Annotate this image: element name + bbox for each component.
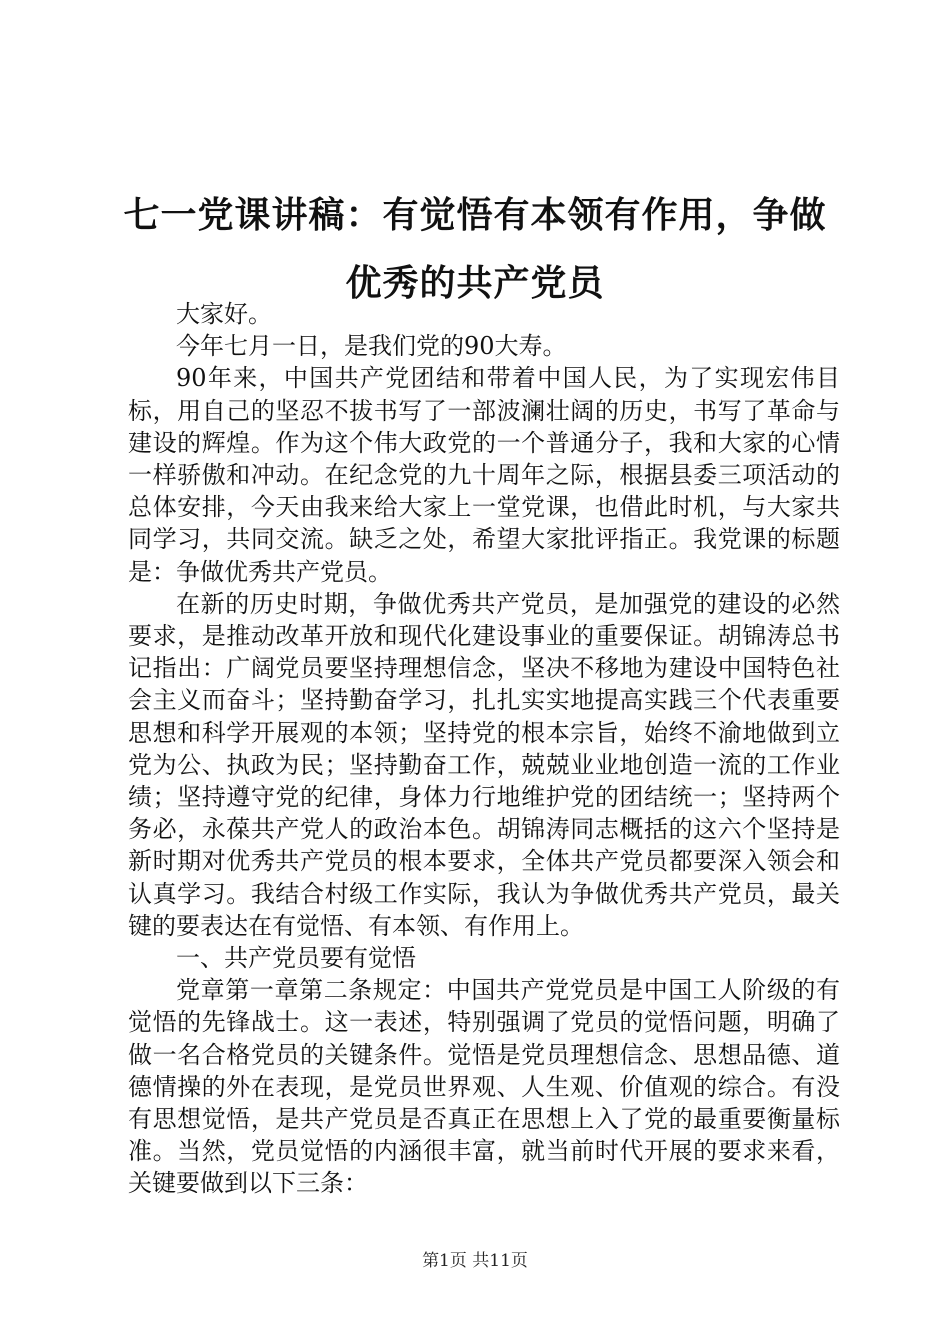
- page-number-footer: 第1页 共11页: [422, 1251, 528, 1271]
- paragraph-greeting: 大家好。: [176, 300, 272, 328]
- paragraph-requirements: 在新的历史时期，争做优秀共产党员，是加强党的建设的必然要求，是推动改革开放和现代化建设事业的重要保证。胡锦涛总书记指出：广阔党员要坚持理想信念，坚决不移地为建设中国特色社会主义而奋斗；坚持勤奋学习，扎扎实实地提高实践三个代表重要思想和科学开展观的本领；坚持党的根本宗旨，始终不渝地做到立党为公、执政为民；坚持勤奋工作，兢兢业业地创造一流的工作业绩；坚持遵守党的纪律，身体力行地维护党的团结统一；坚持两个务必，永葆共产党人的政治本色。胡锦涛同志概括的这六个坚持是新时期对优秀共产党员的根本要求，全体共产党员都要深入领会和认真学习。我结合村级工作实际，我认为争做优秀共产党员，最关键的要表达在有觉悟、有本领、有作用上。: [128, 589, 840, 940]
- document-body: [128, 298, 840, 1200]
- document-title: 七一党课讲稿：有觉悟有本领有作用，争做优秀的共产党员: [123, 195, 827, 304]
- section-heading-1: 一、共产党员要有觉悟: [176, 944, 416, 973]
- paragraph-anniversary: 今年七月一日，是我们党的90大寿。: [176, 332, 567, 361]
- paragraph-history: 90年来，中国共产党团结和带着中国人民，为了实现宏伟目标，用自己的坚忍不拔书写了一部波澜壮阔的历史，书写了革命与建设的辉煌。作为这个伟大政党的一个普通分子，我和大家的心情一样骄傲和冲动。在纪念党的九十周年之际，根据县委三项活动的总体安排，今天由我来给大家上一堂党课，也借此时机，与大家共同学习，共同交流。缺乏之处，希望大家批评指正。我党课的标题是：争做优秀共产党员。: [128, 364, 840, 586]
- paragraph-awareness: 党章第一章第二条规定：中国共产党党员是中国工人阶级的有觉悟的先锋战士。这一表述，特别强调了党员的觉悟问题，明确了做一名合格党员的关键条件。觉悟是党员理想信念、思想品德、道德情操的外在表现，是党员世界观、人生观、价值观的综合。有没有思想觉悟，是共产党员是否真正在思想上入了党的最重要衡量标准。当然，党员觉悟的内涵很丰富，就当前时代开展的要求来看，关键要做到以下三条：: [128, 976, 840, 1198]
